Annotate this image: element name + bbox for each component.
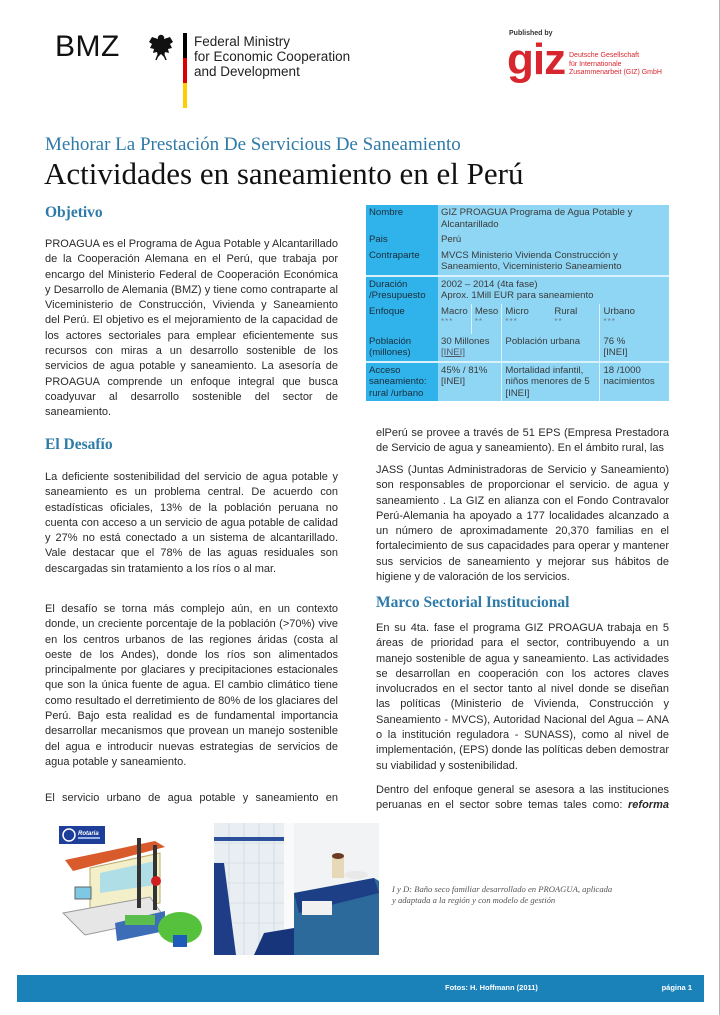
contraparte-label: Contraparte	[366, 248, 438, 276]
poblacion-label: Población (millones)	[366, 334, 438, 362]
info-row-nombre	[366, 205, 669, 232]
giz-logo: giz	[507, 35, 566, 84]
published-by-label: Published by	[509, 30, 553, 37]
enfoque-rural: Rural **	[551, 304, 600, 334]
enfoque-urbano: Urbano ***	[600, 304, 669, 334]
desafio-paragraph-4: JASS (Juntas Administradoras de Servicio y Saneamiento) son responsables de proporcionar el servicio. de agua y saneamiento . La GIZ en alianza con el Fondo Contravalor Perú-Alemania ha apoyado a 177 localidades alcanzado a un número de aproximadamente 20,370 familias en el fortalecimiento de sus capacidades para operar y mantener sus servicios de saneamiento y mejorar sus hábitos de higiene y de valoración de los servicios.	[376, 464, 669, 584]
info-row-enfoque	[366, 304, 669, 334]
info-row-acceso	[366, 362, 669, 402]
duracion-value: 2002 – 2014 (4ta fase) Aprox. 1Mill EUR para saneamiento	[438, 276, 669, 304]
photo-credit: Fotos: H. Hoffmann (2011)	[445, 983, 538, 992]
dry-toilet-diagram-image	[55, 823, 205, 953]
federal-eagle-icon	[148, 33, 174, 61]
acceso-value: 45% / 81% [INEI]	[438, 362, 502, 402]
pais-value: Perú	[438, 232, 669, 248]
desafio-paragraph-1: La deficiente sostenibilidad del servicio de agua potable y saneamiento es un problema central. De acuerdo con estadísticas oficiales, 13% de la población peruana no cuenta con acceso a un servicio de agua potable de calidad y 27% no está conectado a un sistema de alcantarillado. Vale destacar que el 78% de las aguas residuales son descargadas sin tratamiento a los ríos o al mar.	[45, 471, 338, 575]
nombre-value: GIZ PROAGUA Programa de Agua Potable y Alcantarillado	[438, 205, 669, 232]
german-flag-bar	[183, 33, 187, 108]
duracion-label: Duración /Presupuesto	[366, 276, 438, 304]
pais-label: Pais	[366, 232, 438, 248]
poblacion-urbana-label: Población urbana	[502, 334, 600, 362]
desafio-paragraph-3-continued: elPerú se provee a través de 51 EPS (Empresa Prestadora de Servicio de agua y saneamiento). En el ámbito rural, las	[376, 427, 669, 455]
contraparte-value: MVCS Ministerio Vivienda Construcción y Saneamiento, Viceministerio Saneamiento	[438, 248, 669, 276]
acceso-label: Acceso saneamiento: rural /urbano	[366, 362, 438, 402]
bmz-logo: BMZ	[55, 30, 120, 63]
heading-objetivo: Objetivo	[45, 204, 103, 221]
marco-paragraph-2: Dentro del enfoque general se asesora a las instituciones peruanas en el sector sobre temas tales como: reforma	[376, 784, 669, 812]
rotaria-logo-text: Rotaria	[78, 831, 99, 837]
enfoque-macro: Macro ***	[438, 304, 471, 334]
enfoque-label: Enfoque	[366, 304, 438, 334]
desafio-paragraph-2: El desafío se torna más complejo aún, en un contexto donde, un creciente porcentaje de la población (>70%) vive en los centros urbanos de las regiones áridas (costa al oeste de los Andes), donde los ríos son alimentados principalmente por glaciares y precipitaciones estacionales que son la única fuente de agua. El cambio climático tiene como resultado el derretimiento de 80% de los glaciares del Perú. Bajo esta realidad es de fundamental importancia desarrollar mecanismos que provean un manejo sostenible del agua e introducir nuevas estrategias de servicios de agua potable y saneamiento.	[45, 603, 338, 768]
document-kicker: Mehorar La Prestación De Servicious De Saneamiento	[45, 134, 461, 155]
info-row-poblacion	[366, 334, 669, 362]
project-info-table	[366, 205, 669, 401]
poblacion-urbana-value: 76 % [INEI]	[600, 334, 669, 362]
enfoque-micro: Micro ***	[502, 304, 551, 334]
info-row-pais	[366, 232, 669, 248]
mortalidad-value: 18 /1000 nacimientos	[600, 362, 669, 402]
document-title: Actividades en saneamiento en el Perú	[44, 156, 524, 191]
mortalidad-label: Mortalidad infantil, niños menores de 5 [INEI]	[502, 362, 600, 402]
nombre-label: Nombre	[366, 205, 438, 232]
marco-paragraph-1: En su 4ta. fase el programa GIZ PROAGUA trabaja en 5 áreas de prioridad para el sector, contribuyendo a un manejo sostenible de agua y saneamiento. Las actividades se desarrollan en cooperación con los actores claves involucrados en el sector tanto al nivel donde se diseñan las políticas (Ministerio de Vivienda, Construcción y Saneamiento - MVCS), Autoridad Nacional del Agua – ANA o la institución reguladora - SUNASS), como al nivel de implementación, (EPS) donde las políticas deben demostrar su viabilidad y sostenibilidad.	[376, 622, 669, 772]
info-row-contraparte	[366, 248, 669, 276]
giz-full-name: Deutsche Gesellschaft für Internationale Zusammenarbeit (GIZ) GmbH	[569, 52, 662, 76]
enfoque-meso: Meso **	[471, 304, 502, 334]
desafio-paragraph-3: El servicio urbano de agua potable y saneamiento en	[45, 792, 338, 804]
heading-marco-sectorial: Marco Sectorial Institucional	[376, 594, 570, 611]
heading-desafio: El Desafío	[45, 436, 113, 453]
page-number: página 1	[661, 983, 692, 992]
dry-toilet-photo-image	[214, 823, 379, 955]
poblacion-value: 30 Millones [INEI]	[438, 334, 502, 362]
bmz-full-name: Federal Ministry for Economic Cooperation and Development	[194, 34, 351, 79]
page-footer	[17, 975, 704, 1002]
image-caption: I y D: Baño seco familiar desarrollado en PROAGUA, aplicada y adaptada a la región y con modelo de gestión	[392, 884, 613, 905]
info-row-duracion	[366, 276, 669, 304]
inei-source-link[interactable]: [INEI]	[441, 347, 465, 358]
objetivo-paragraph: PROAGUA es el Programa de Agua Potable y Alcantarillado de la Cooperación Alemana en el Perú, que trabaja por encargo del Ministerio Federal de Cooperación Económica y Desarrollo de Alemania (BMZ) y tiene como contraparte al Viceministerio de Construcción, Vivienda y Saneamiento del Perú. El objetivo es el mejoramiento de la capacidad de los actores sectoriales para emplear eficientemente sus recursos con miras a un desarrollo sostenible de los servicios de agua potable y saneamiento. La asesoría de PROAGUA comprende un enfoque integral que busca coadyuvar al desarrollo sostenible del sector de saneamiento.	[45, 238, 338, 419]
